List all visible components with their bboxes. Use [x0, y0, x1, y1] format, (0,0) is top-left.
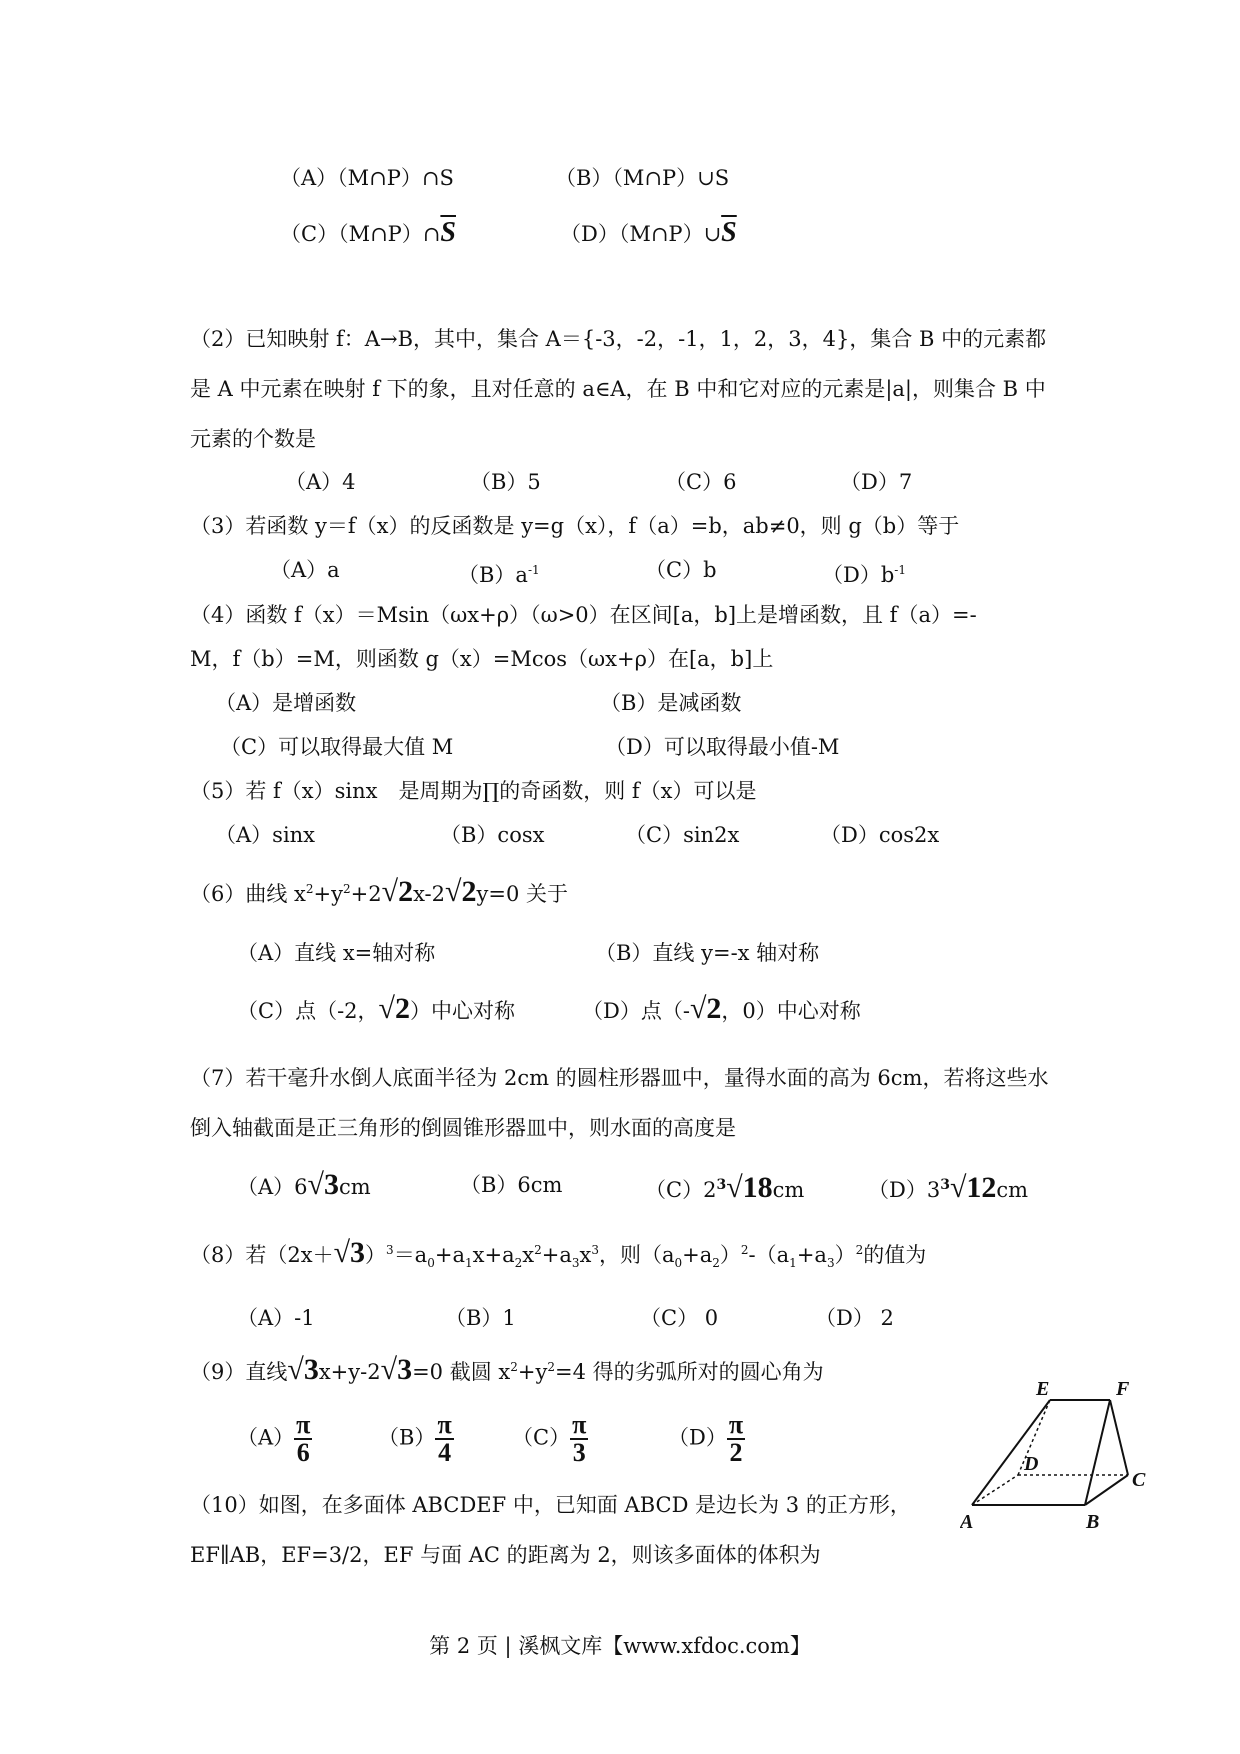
q2-line2: 是 A 中元素在映射 f 下的象，且对任意的 a∈A，在 B 中和它对应的元素是|a|，则集合 B 中	[190, 377, 1046, 401]
q6-option-a: （A）直线 x=轴对称	[237, 941, 436, 965]
sqrt2-symbol: √2	[378, 992, 410, 1025]
q7-line2: 倒入轴截面是正三角形的倒圆锥形器皿中，则水面的高度是	[190, 1116, 736, 1140]
q6-line1: （6）曲线 $x^2+y^2+2√2x-2√2y=0$ 关于	[190, 875, 568, 908]
q5-option-a: （A）sinx	[215, 823, 316, 847]
q3-line1: （3）若函数 y＝f（x）的反函数是 y=g（x），f（a）=b，ab≠0，则 g（b）等于	[190, 514, 960, 538]
edge-ad-hidden	[972, 1475, 1018, 1505]
q4-line1: （4）函数 f（x）＝Msin（ωx+ρ）（ω>0）在区间[a，b]上是增函数，且 f（a）=-	[190, 603, 977, 627]
q2-line1: （2）已知映射 f：A→B，其中，集合 A＝{-3，-2，-1，1，2，3，4}，集合 B 中的元素都	[190, 327, 1047, 351]
sqrt2-symbol: √2	[689, 992, 722, 1025]
q4-option-b: （B）是减函数	[600, 691, 742, 715]
q5-option-c: （C）sin2x	[625, 823, 740, 847]
q2-option-b: （B）5	[470, 470, 541, 494]
page-footer: 第 2 页 | 溪枫文库【www.xfdoc.com】	[429, 1634, 811, 1658]
vertex-label-b: B	[1086, 1511, 1100, 1533]
edge-fc	[1110, 1400, 1128, 1475]
q2-option-c: （C）6	[665, 470, 737, 494]
vertex-label-d: D	[1024, 1453, 1039, 1475]
q9-option-c: （C） $\frac{\pi}{3}$	[512, 1410, 587, 1467]
sqrt3-symbol: √3	[333, 1236, 366, 1269]
q9-line1: （9）直线√3x+y-2√3=0 截圆 $x^2+y^2=4$ 得的劣弧所对的圆心角为	[190, 1353, 824, 1386]
q3-option-a: （A）a	[270, 558, 340, 582]
q2-option-d: （D）7	[840, 470, 913, 494]
vertex-label-a: A	[960, 1511, 974, 1533]
q8-line1: （8）若$(2x+√3)^3=a_0+a_1x+a_2x^2+a_3x^3$，则$(a_0+a_2)^2-(a_1+a_3)^2$的值为	[190, 1236, 927, 1271]
q8-option-d: （D） 2	[815, 1306, 894, 1330]
vertex-label-c: C	[1132, 1469, 1146, 1491]
q5-option-b: （B）cosx	[440, 823, 545, 847]
q6-option-c: （C）点（-2，√2）中心对称	[237, 992, 515, 1025]
q8-option-c: （C） 0	[640, 1306, 719, 1330]
q1-option-d: $(D)(M\cap P)\cup\overline{S}$	[560, 217, 737, 248]
sqrt2-symbol: √2	[445, 875, 477, 908]
q9-option-d: （D） $\frac{\pi}{2}$	[668, 1410, 744, 1467]
vertex-label-e: E	[1036, 1380, 1050, 1400]
q1-option-c: $(C)(M\cap P)\cap\overline{S}$	[280, 217, 456, 248]
overline-s-symbol: $\overline{S}$	[721, 217, 737, 248]
polyhedron-figure	[960, 1380, 1160, 1540]
q10-line1: （10）如图，在多面体 ABCDEF 中，已知面 ABCD 是边长为 3 的正方形，	[190, 1493, 911, 1517]
q7-option-a: （A）6√3cm	[237, 1168, 371, 1201]
q8-option-a: （A）-1	[237, 1306, 315, 1330]
q9-option-a: （A） $\frac{\pi}{6}$	[237, 1410, 311, 1467]
q2-option-a: （A）4	[285, 470, 356, 494]
q4-option-c: （C）可以取得最大值 M	[220, 735, 454, 759]
q6-option-d: （D）点（-√2，0）中心对称	[582, 992, 861, 1025]
q8-option-b: （B）1	[445, 1306, 516, 1330]
q5-line1: （5）若 f（x）sinx 是周期为∏的奇函数，则 f（x）可以是	[190, 779, 757, 803]
q2-line3: 元素的个数是	[190, 427, 316, 451]
q7-option-c: $(C)2^3√18cm$	[645, 1171, 805, 1204]
sqrt2-symbol: √2	[381, 875, 414, 908]
q3-option-d: $(D)b^{-1}$	[822, 563, 906, 587]
q4-option-d: （D）可以取得最小值-M	[605, 735, 840, 759]
q4-option-a: （A）是增函数	[215, 691, 357, 715]
q9-option-b: （B） $\frac{\pi}{4}$	[378, 1410, 452, 1467]
sqrt3-symbol: √3	[380, 1353, 413, 1386]
q6-option-b: （B）直线 y=-x 轴对称	[595, 941, 820, 965]
q3-option-c: （C）b	[645, 558, 717, 582]
q1-option-a: （A）（M∩P）∩S	[280, 166, 454, 190]
overline-s-symbol: $\overline{S}$	[440, 217, 456, 248]
q10-line2: EF∥AB，EF=3/2，EF 与面 AC 的距离为 2，则该多面体的体积为	[190, 1543, 821, 1567]
q1-option-b: （B）（M∩P）∪S	[555, 166, 730, 190]
q3-option-b: $(B)a^{-1}$	[458, 563, 540, 587]
sqrt3-symbol: √3	[287, 1353, 319, 1386]
q7-line1: （7）若干毫升水倒人底面半径为 2cm 的圆柱形器皿中，量得水面的高为 6cm，若将这些水	[190, 1066, 1049, 1090]
vertex-label-f: F	[1116, 1380, 1130, 1400]
q7-option-b: （B）6cm	[460, 1173, 563, 1197]
q5-option-d: （D）cos2x	[820, 823, 940, 847]
q4-line2: M，f（b）=M，则函数 g（x）=Mcos（ωx+ρ）在[a，b]上	[190, 647, 774, 671]
q7-option-d: $(D)3^3√12cm$	[868, 1171, 1029, 1204]
